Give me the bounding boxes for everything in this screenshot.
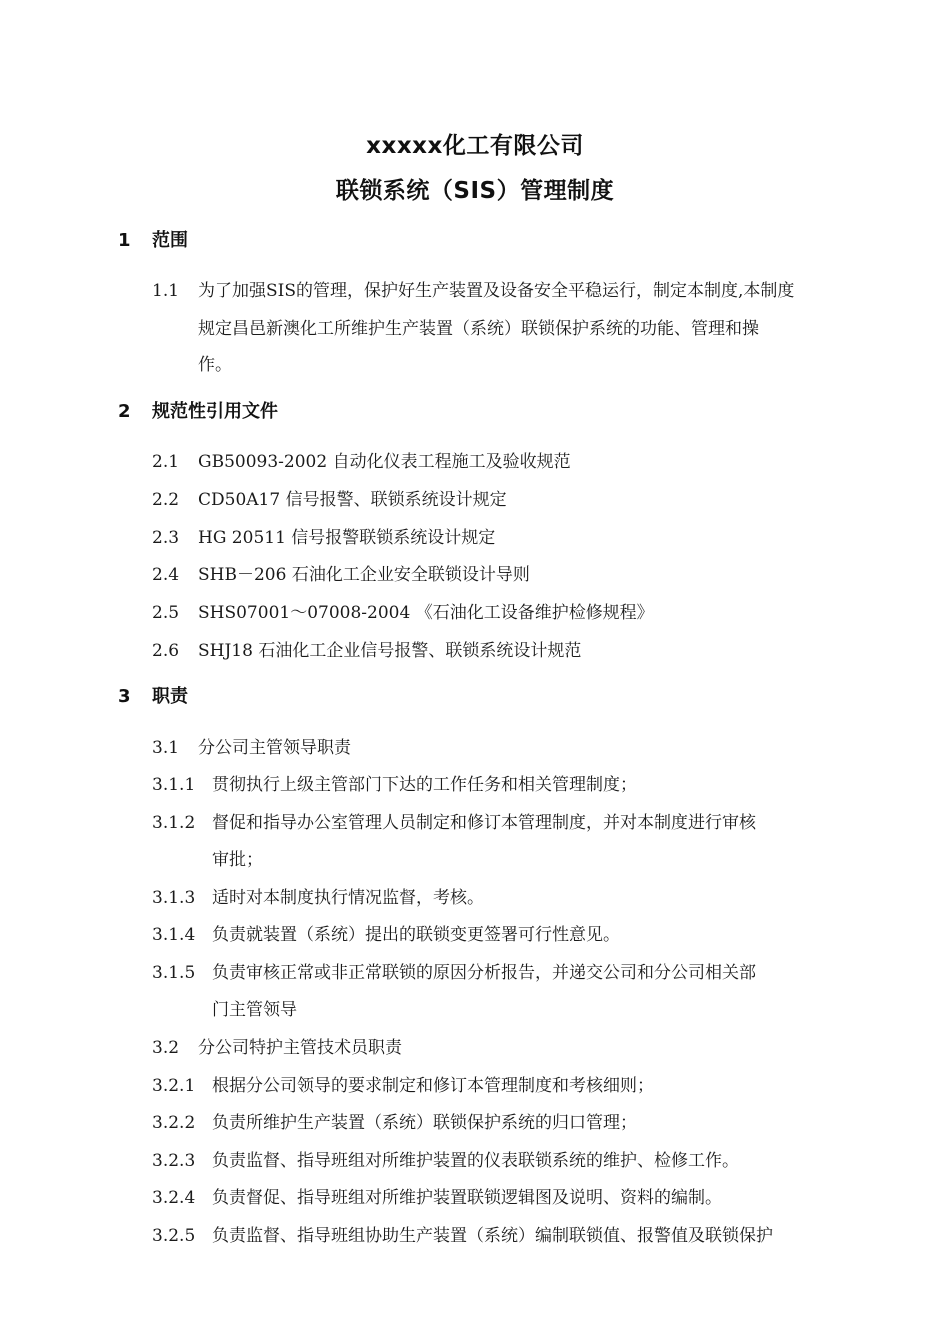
clause-number: 3.2.1 (152, 1076, 196, 1096)
clause-1-1-continued: 作。 (198, 355, 232, 375)
clause-text: 为了加强SIS的管理，保护好生产装置及设备安全平稳运行，制定本制度,本制度 (198, 281, 795, 301)
reference-item (152, 523, 495, 548)
section-heading-responsibilities (118, 682, 188, 708)
clause-3-2 (152, 1033, 402, 1058)
clause-number: 3.1.1 (152, 775, 196, 795)
company-title: xxxxx化工有限公司 (366, 133, 584, 159)
clause-number: 2.2 (152, 490, 180, 510)
clause-number: 3.1.2 (152, 813, 196, 833)
clause-text: SHB－206 石油化工企业安全联锁设计导则 (198, 565, 530, 585)
clause-text: 根据分公司领导的要求制定和修订本管理制度和考核细则； (212, 1076, 654, 1096)
clause-1-1 (152, 276, 794, 301)
section-title: 职责 (152, 686, 188, 707)
clause-number: 3.2 (152, 1038, 180, 1058)
clause-text: 负责监督、指导班组协助生产装置（系统）编制联锁值、报警值及联锁保护 (212, 1226, 773, 1246)
clause-number: 2.3 (152, 528, 180, 548)
clause-3-1-2 (152, 808, 756, 833)
clause-3-1-5 (152, 958, 756, 983)
clause-text: 负责所维护生产装置（系统）联锁保护系统的归口管理； (212, 1113, 637, 1133)
clause-text: 分公司特护主管技术员职责 (198, 1038, 402, 1058)
reference-item (152, 447, 571, 472)
clause-text: 督促和指导办公室管理人员制定和修订本管理制度，并对本制度进行审核 (212, 813, 756, 833)
clause-number: 3.1.3 (152, 888, 196, 908)
clause-3-2-5 (152, 1221, 773, 1246)
clause-number: 2.1 (152, 452, 180, 472)
clause-number: 3.1.5 (152, 963, 196, 983)
reference-item (152, 485, 507, 510)
clause-text: 适时对本制度执行情况监督，考核。 (212, 888, 484, 908)
clause-3-1-4 (152, 920, 620, 945)
clause-3-2-1 (152, 1071, 654, 1096)
clause-number: 2.6 (152, 641, 180, 661)
clause-number: 3.1.4 (152, 925, 196, 945)
clause-text: CD50A17 信号报警、联锁系统设计规定 (198, 490, 507, 510)
reference-item (152, 560, 530, 585)
document-title: 联锁系统（SIS）管理制度 (335, 178, 615, 204)
clause-3-2-4 (152, 1183, 722, 1208)
clause-1-1-continued: 规定昌邑新澳化工所维护生产装置（系统）联锁保护系统的功能、管理和操 (198, 319, 759, 339)
clause-3-1-5-continued: 门主管领导 (212, 1000, 297, 1020)
clause-number: 3.1 (152, 738, 180, 758)
clause-number: 2.5 (152, 603, 180, 623)
clause-number: 2.4 (152, 565, 180, 585)
clause-number: 3.2.3 (152, 1151, 196, 1171)
clause-text: 负责就装置（系统）提出的联锁变更签署可行性意见。 (212, 925, 620, 945)
clause-3-1-2-continued: 审批； (212, 850, 263, 870)
clause-text: 贯彻执行上级主管部门下达的工作任务和相关管理制度； (212, 775, 637, 795)
clause-text: GB50093-2002 自动化仪表工程施工及验收规范 (198, 452, 571, 472)
clause-text: SHS07001～07008-2004 《石油化工设备维护检修规程》 (198, 603, 654, 623)
clause-text: 负责审核正常或非正常联锁的原因分析报告，并递交公司和分公司相关部 (212, 963, 756, 983)
clause-number: 3.2.4 (152, 1188, 196, 1208)
clause-text: 负责监督、指导班组对所维护装置的仪表联锁系统的维护、检修工作。 (212, 1151, 739, 1171)
clause-number: 3.2.5 (152, 1226, 196, 1246)
clause-text: 负责督促、指导班组对所维护装置联锁逻辑图及说明、资料的编制。 (212, 1188, 722, 1208)
clause-3-1-3 (152, 883, 484, 908)
reference-item (152, 636, 581, 661)
clause-3-1 (152, 733, 351, 758)
section-number: 2 (118, 401, 131, 422)
clause-number: 1.1 (152, 281, 180, 301)
clause-text: SHJ18 石油化工企业信号报警、联锁系统设计规范 (198, 641, 582, 661)
clause-3-2-2 (152, 1108, 637, 1133)
clause-text: 分公司主管领导职责 (198, 738, 351, 758)
section-number: 1 (118, 230, 131, 251)
clause-3-1-1 (152, 770, 637, 795)
clause-3-2-3 (152, 1146, 739, 1171)
clause-text: HG 20511 信号报警联锁系统设计规定 (198, 528, 496, 548)
section-title: 规范性引用文件 (152, 401, 278, 422)
section-heading-references (118, 397, 278, 423)
clause-number: 3.2.2 (152, 1113, 196, 1133)
section-title: 范围 (152, 230, 188, 251)
reference-item (152, 598, 654, 623)
section-number: 3 (118, 686, 131, 707)
section-heading-scope (118, 226, 188, 252)
